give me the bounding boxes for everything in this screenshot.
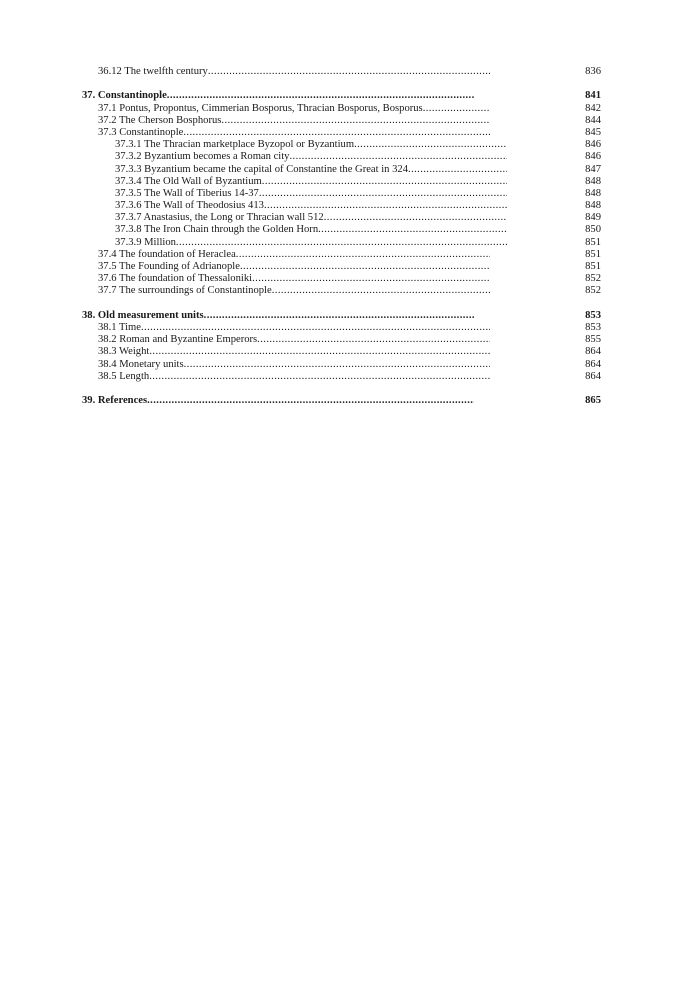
toc-entry-page-number: 864 (585, 370, 601, 382)
toc-entry-page-number: 851 (585, 261, 601, 272)
toc-entry-page-number: 846 (585, 151, 601, 163)
toc-entry-title: 39. References ..... (82, 395, 474, 407)
toc-entry-page-number: 855 (585, 334, 601, 346)
toc-entry-title: 37.3.4 The Old Wall of Byzantium ..... (82, 176, 507, 188)
toc-section-entry[interactable] (82, 249, 601, 261)
section-gap (82, 383, 601, 395)
toc-entry-title: 37.3.7 Anastasius, the Long or Thracian wall 512 ..... (82, 212, 507, 224)
toc-section-entry[interactable] (82, 334, 601, 346)
toc-entry-title: 37.3.3 Byzantium became the capital of Constantine the Great in 324 ..... (82, 164, 507, 176)
table-of-contents (82, 66, 601, 407)
toc-section-entry[interactable] (82, 164, 601, 176)
toc-entry-page-number: 846 (585, 139, 601, 151)
toc-entry-page-number: 848 (585, 200, 601, 212)
toc-entry-title: 38.3 Weight ..... (82, 346, 490, 358)
toc-entry-title: 38.2 Roman and Byzantine Emperors ..... (82, 334, 490, 346)
toc-entry-title: 37.3.8 The Iron Chain through the Golden Horn ..... (82, 224, 507, 236)
toc-entry-page-number: 851 (585, 236, 601, 248)
toc-entry-title: 37. Constantinople ..... (82, 90, 474, 102)
toc-entry-page-number: 848 (585, 175, 601, 187)
toc-section-entry[interactable] (82, 188, 601, 200)
toc-entry-page-number: 842 (585, 102, 601, 114)
toc-section-entry[interactable] (82, 346, 601, 358)
section-gap (82, 298, 601, 310)
toc-section-entry[interactable] (82, 371, 601, 383)
toc-section-entry[interactable] (82, 139, 601, 151)
toc-section-entry[interactable] (82, 273, 601, 285)
toc-entry-title: 37.3.1 The Thracian marketplace Byzopol or Byzantium ..... (82, 139, 507, 151)
toc-entry-page-number: 851 (585, 248, 601, 260)
toc-entry-title: 37.2 The Cherson Bosphorus ..... (82, 115, 490, 127)
toc-entry-page-number: 864 (585, 346, 601, 358)
toc-entry-page-number: 852 (585, 285, 601, 297)
toc-entry-title: 37.3.2 Byzantium becomes a Roman city ..... (82, 151, 507, 163)
toc-entry-page-number: 853 (585, 309, 601, 321)
toc-entry-title: 37.5 The Founding of Adrianople ..... (82, 261, 490, 273)
toc-entry-title: 37.1 Pontus, Propontus, Cimmerian Bosporus, Thracian Bosporus, Bosporus ..... (82, 103, 490, 115)
toc-entry-title: 37.6 The foundation of Thessaloniki ..... (82, 273, 490, 285)
toc-section-entry[interactable] (82, 151, 601, 163)
toc-section-entry[interactable] (82, 212, 601, 224)
toc-entry-title: 37.3 Constantinople ..... (82, 127, 490, 139)
toc-entry-page-number: 844 (585, 114, 601, 126)
toc-entry-page-number: 850 (585, 224, 601, 236)
toc-section-entry[interactable] (82, 200, 601, 212)
toc-section-entry[interactable] (82, 285, 601, 297)
toc-entry-title: 37.4 The foundation of Heraclea ..... (82, 249, 490, 261)
toc-section-entry[interactable] (82, 176, 601, 188)
toc-section-entry[interactable] (82, 261, 601, 273)
toc-entry-title: 38. Old measurement units ..... (82, 310, 474, 322)
toc-section-entry[interactable] (82, 237, 601, 249)
toc-chapter-entry[interactable] (82, 395, 601, 407)
toc-entry-page-number: 845 (585, 126, 601, 138)
toc-entry-title: 37.3.5 The Wall of Tiberius 14-37 ..... (82, 188, 507, 200)
toc-section-entry[interactable] (82, 66, 601, 78)
toc-entry-page-number: 865 (585, 395, 601, 407)
toc-entry-page-number: 841 (585, 90, 601, 102)
toc-section-entry[interactable] (82, 224, 601, 236)
toc-entry-title: 37.3.9 Million ..... (82, 237, 507, 249)
toc-entry-page-number: 847 (585, 163, 601, 175)
toc-section-entry[interactable] (82, 115, 601, 127)
toc-chapter-entry[interactable] (82, 90, 601, 102)
toc-entry-title: 38.5 Length ..... (82, 371, 490, 383)
toc-entry-page-number: 849 (585, 212, 601, 224)
section-gap (82, 78, 601, 90)
toc-section-entry[interactable] (82, 127, 601, 139)
toc-section-entry[interactable] (82, 359, 601, 371)
toc-entry-title: 37.3.6 The Wall of Theodosius 413 ..... (82, 200, 507, 212)
toc-entry-page-number: 864 (585, 358, 601, 370)
toc-entry-page-number: 853 (585, 321, 601, 333)
toc-entry-page-number: 852 (585, 273, 601, 285)
toc-entry-title: 38.4 Monetary units ..... (82, 359, 490, 371)
toc-section-entry[interactable] (82, 103, 601, 115)
toc-section-entry[interactable] (82, 322, 601, 334)
toc-entry-page-number: 836 (585, 66, 601, 77)
toc-entry-page-number: 848 (585, 187, 601, 199)
toc-chapter-entry[interactable] (82, 310, 601, 322)
toc-entry-title: 37.7 The surroundings of Constantinople ..... (82, 285, 490, 297)
toc-entry-title: 38.1 Time ..... (82, 322, 490, 334)
toc-entry-title: 36.12 The twelfth century ..... (82, 66, 490, 78)
